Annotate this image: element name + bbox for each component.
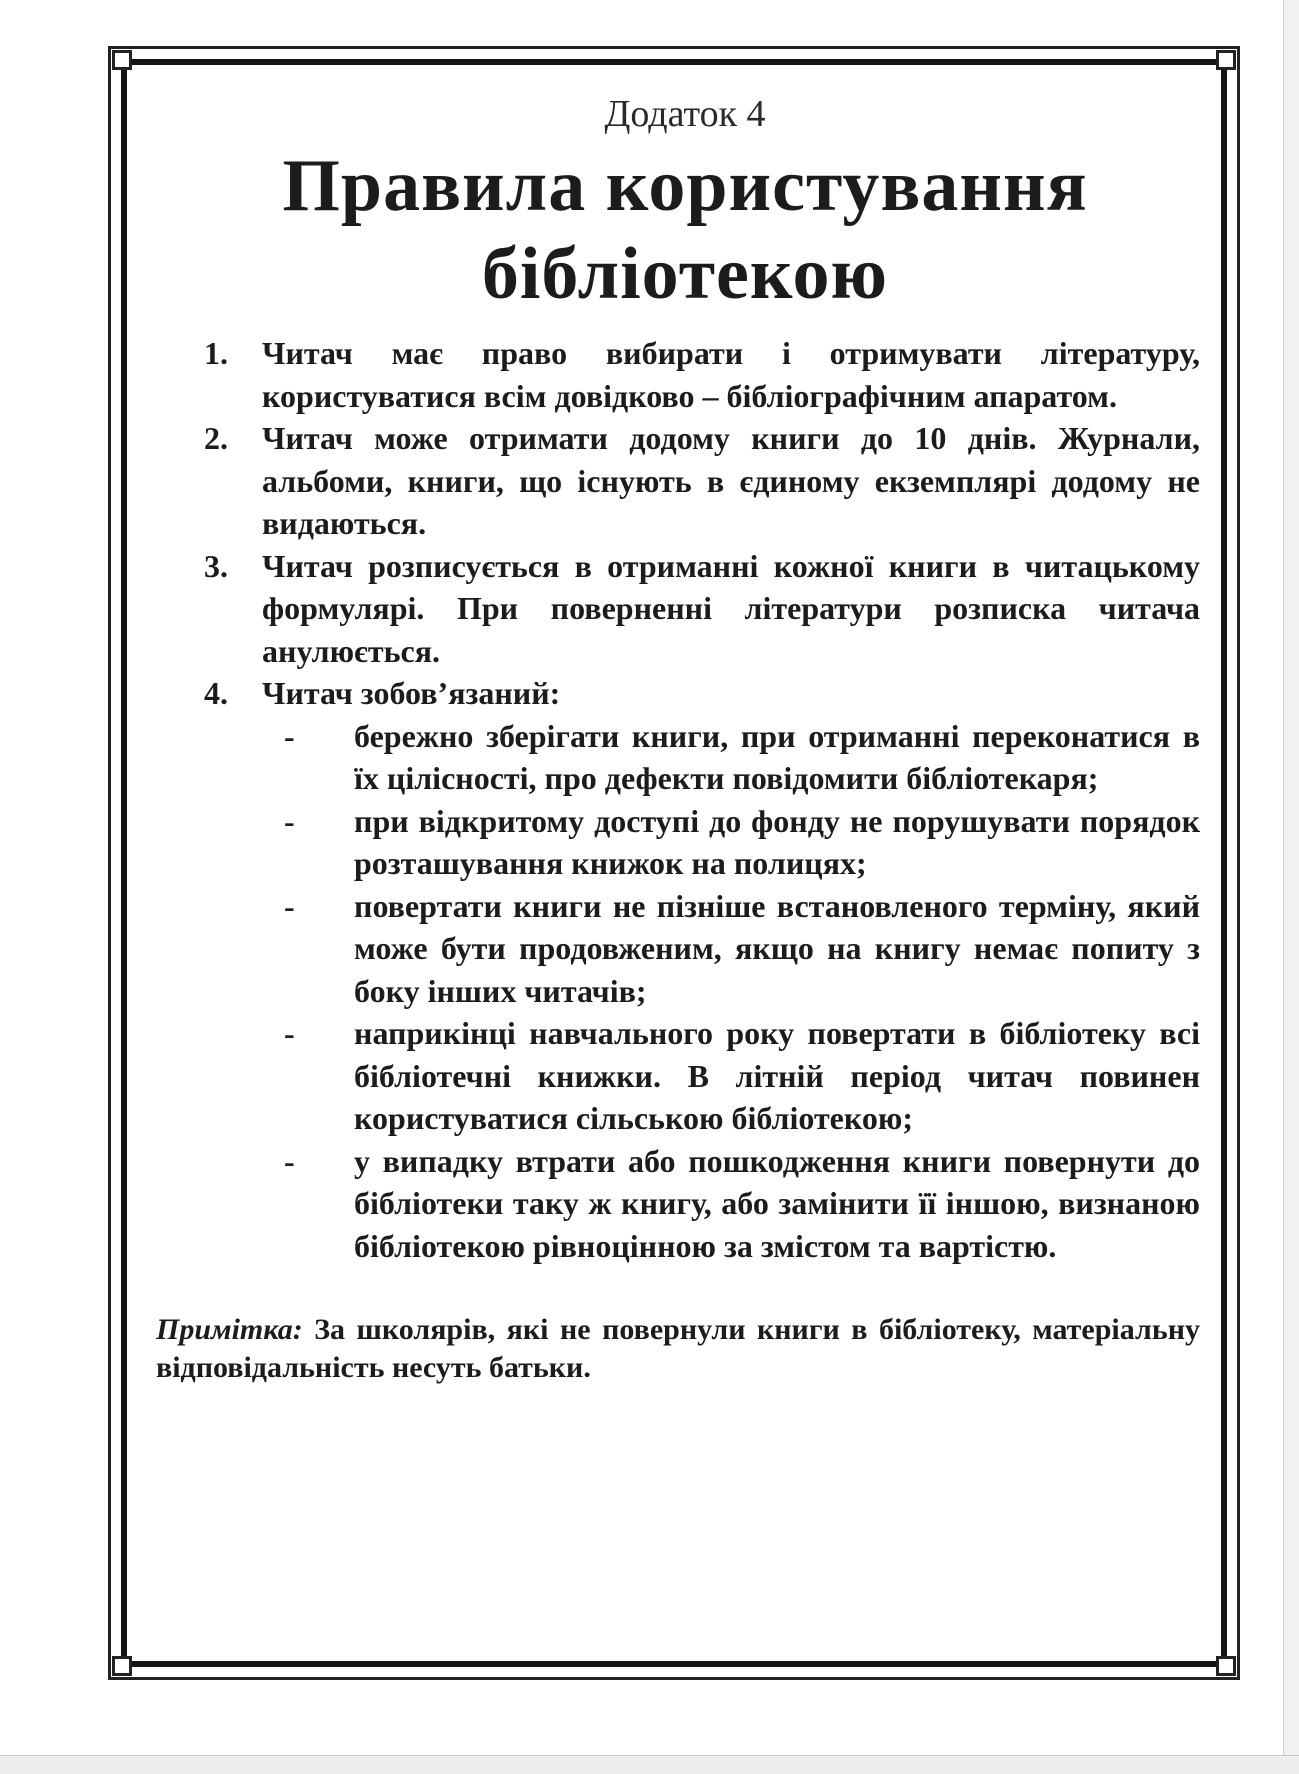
rule-text: Читач зобов’язаний: [262,675,561,711]
page-title [170,142,1200,318]
frame-corner-ornament [112,1656,132,1676]
duty-text: наприкінці навчального року повертати в бібліотеку всі бібліотечні книжки. В літній період читач повинен користуватися сільською бібліотекою; [354,1015,1200,1136]
duty-text: повертати книги не пізніше встановленого терміну, який може бути продовженим, якщо на книгу немає попиту з боку інших читачів; [354,887,1200,1009]
rules-list [170,332,1200,1267]
rule-body [262,672,1200,1267]
rule-number: 3. [204,547,228,584]
duty-item [262,800,1200,885]
rule-text: Читач розписується в отриманні кожної книги в читацькому формулярі. При поверненні літератури розписка читача анулюється. [262,547,1200,669]
frame-corner-ornament [1216,50,1236,70]
page-edge-right [1283,0,1299,1773]
rule-number: 1. [204,335,228,371]
dash-bullet: - [284,1015,295,1051]
title-line-1: Правила користування [282,145,1088,227]
rule-item [170,672,1200,1267]
document-content [156,88,1200,1387]
duties-list [262,715,1200,1268]
duty-text: у випадку втрати або пошкодження книги повернути до бібліотеки таку ж книгу, або замінити її іншою, визнаною бібліотекою рівноцінною за змістом та вартістю. [354,1142,1200,1264]
rule-item [170,417,1200,545]
duty-item [262,885,1200,1013]
footnote [156,1311,1200,1387]
duty-text: бережно зберігати книги, при отриманні переконатися в їх цілісності, про дефекти повідомити бібліотекаря; [354,717,1200,796]
dash-bullet: - [284,887,295,924]
frame-corner-ornament [1216,1656,1236,1676]
frame-corner-ornament [112,50,132,70]
title-line-2: бібліотекою [481,233,889,315]
duty-item [262,1140,1200,1268]
rule-text: Читач має право вибирати і отримувати літературу, користуватися всім довідково – бібліографічним апаратом. [262,335,1200,414]
dash-bullet: - [284,1142,295,1179]
duty-item [262,715,1200,800]
rule-item [170,545,1200,673]
dash-bullet: - [284,802,295,839]
note-label: Примітка: [156,1313,303,1346]
dash-bullet: - [284,717,295,754]
note-text: За школярів, які не повернули книги в бібліотеку, матеріальну відповідальність несуть батьки. [156,1313,1200,1384]
page-edge-bottom [0,1755,1299,1774]
duty-item [262,1012,1200,1140]
rule-number: 4. [204,675,228,711]
rule-item [170,332,1200,417]
rule-number: 2. [204,420,228,456]
rule-text: Читач може отримати додому книги до 10 днів. Журнали, альбоми, книги, що існують в єдиному екземплярі додому не видаються. [262,420,1200,541]
duty-text: при відкритому доступі до фонду не порушувати порядок розташування книжок на полицях; [354,802,1200,881]
appendix-label: Додаток 4 [604,93,766,135]
